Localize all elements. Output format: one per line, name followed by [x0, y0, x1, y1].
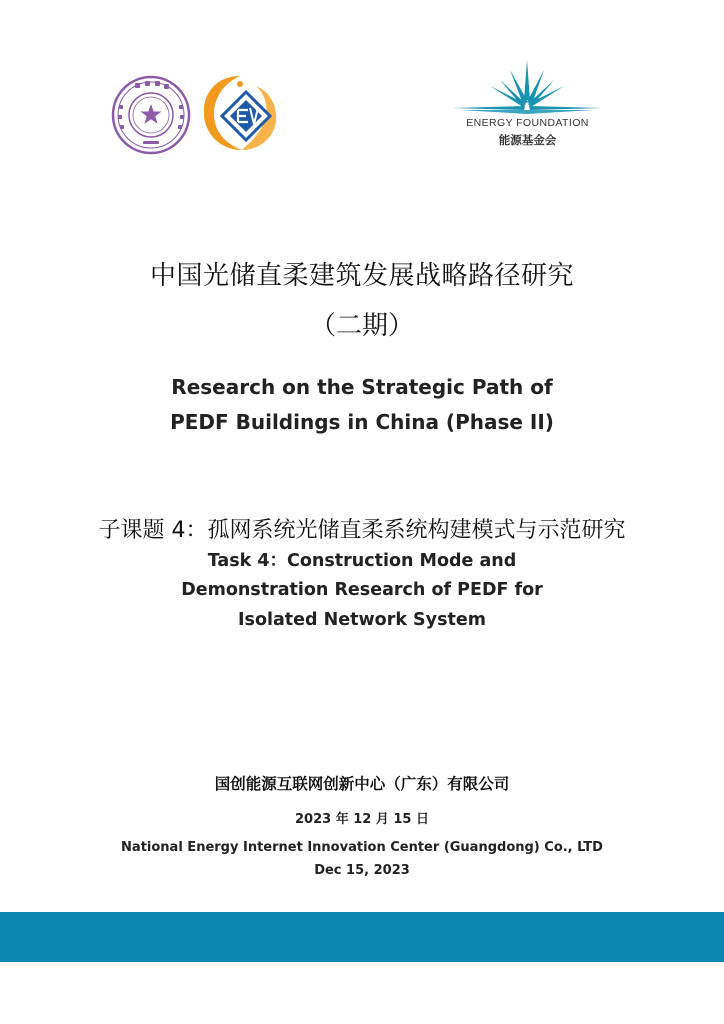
energy-foundation-name-cn: 能源基金会: [498, 133, 557, 147]
tsinghua-university-seal-logo: [111, 75, 191, 155]
starburst-icon: [450, 60, 605, 116]
organization-en: National Energy Internet Innovation Center (Guangdong) Co., LTD: [121, 840, 603, 855]
energy-foundation-name-en: ENERGY FOUNDATION: [466, 117, 589, 129]
title-cn-line2: （二期）: [309, 311, 414, 341]
task-title-en-line2: Demonstration Research of PEDF for: [181, 580, 543, 600]
organization-cn: 国创能源互联网创新中心（广东）有限公司: [214, 775, 510, 793]
title-cn-line1: 中国光储直柔建筑发展战略路径研究: [149, 261, 574, 291]
footer-color-bar: [0, 912, 724, 962]
tsinghua-seal-icon: [111, 75, 191, 155]
swirl-ef-icon: [196, 70, 282, 156]
task-title-en-line1: Task 4：Construction Mode and: [207, 551, 517, 571]
date-cn: 2023 年 12 月 15 日: [295, 812, 429, 827]
energy-internet-logo: [196, 70, 282, 156]
task-title-cn: 子课题 4：孤网系统光储直柔系统构建模式与示范研究: [98, 518, 626, 543]
energy-foundation-logo: [450, 60, 605, 150]
title-en-line2: PEDF Buildings in China (Phase II): [170, 410, 554, 434]
title-en-line1: Research on the Strategic Path of: [171, 375, 553, 399]
date-en: Dec 15, 2023: [314, 863, 410, 878]
task-title-en-line3: Isolated Network System: [238, 610, 486, 630]
